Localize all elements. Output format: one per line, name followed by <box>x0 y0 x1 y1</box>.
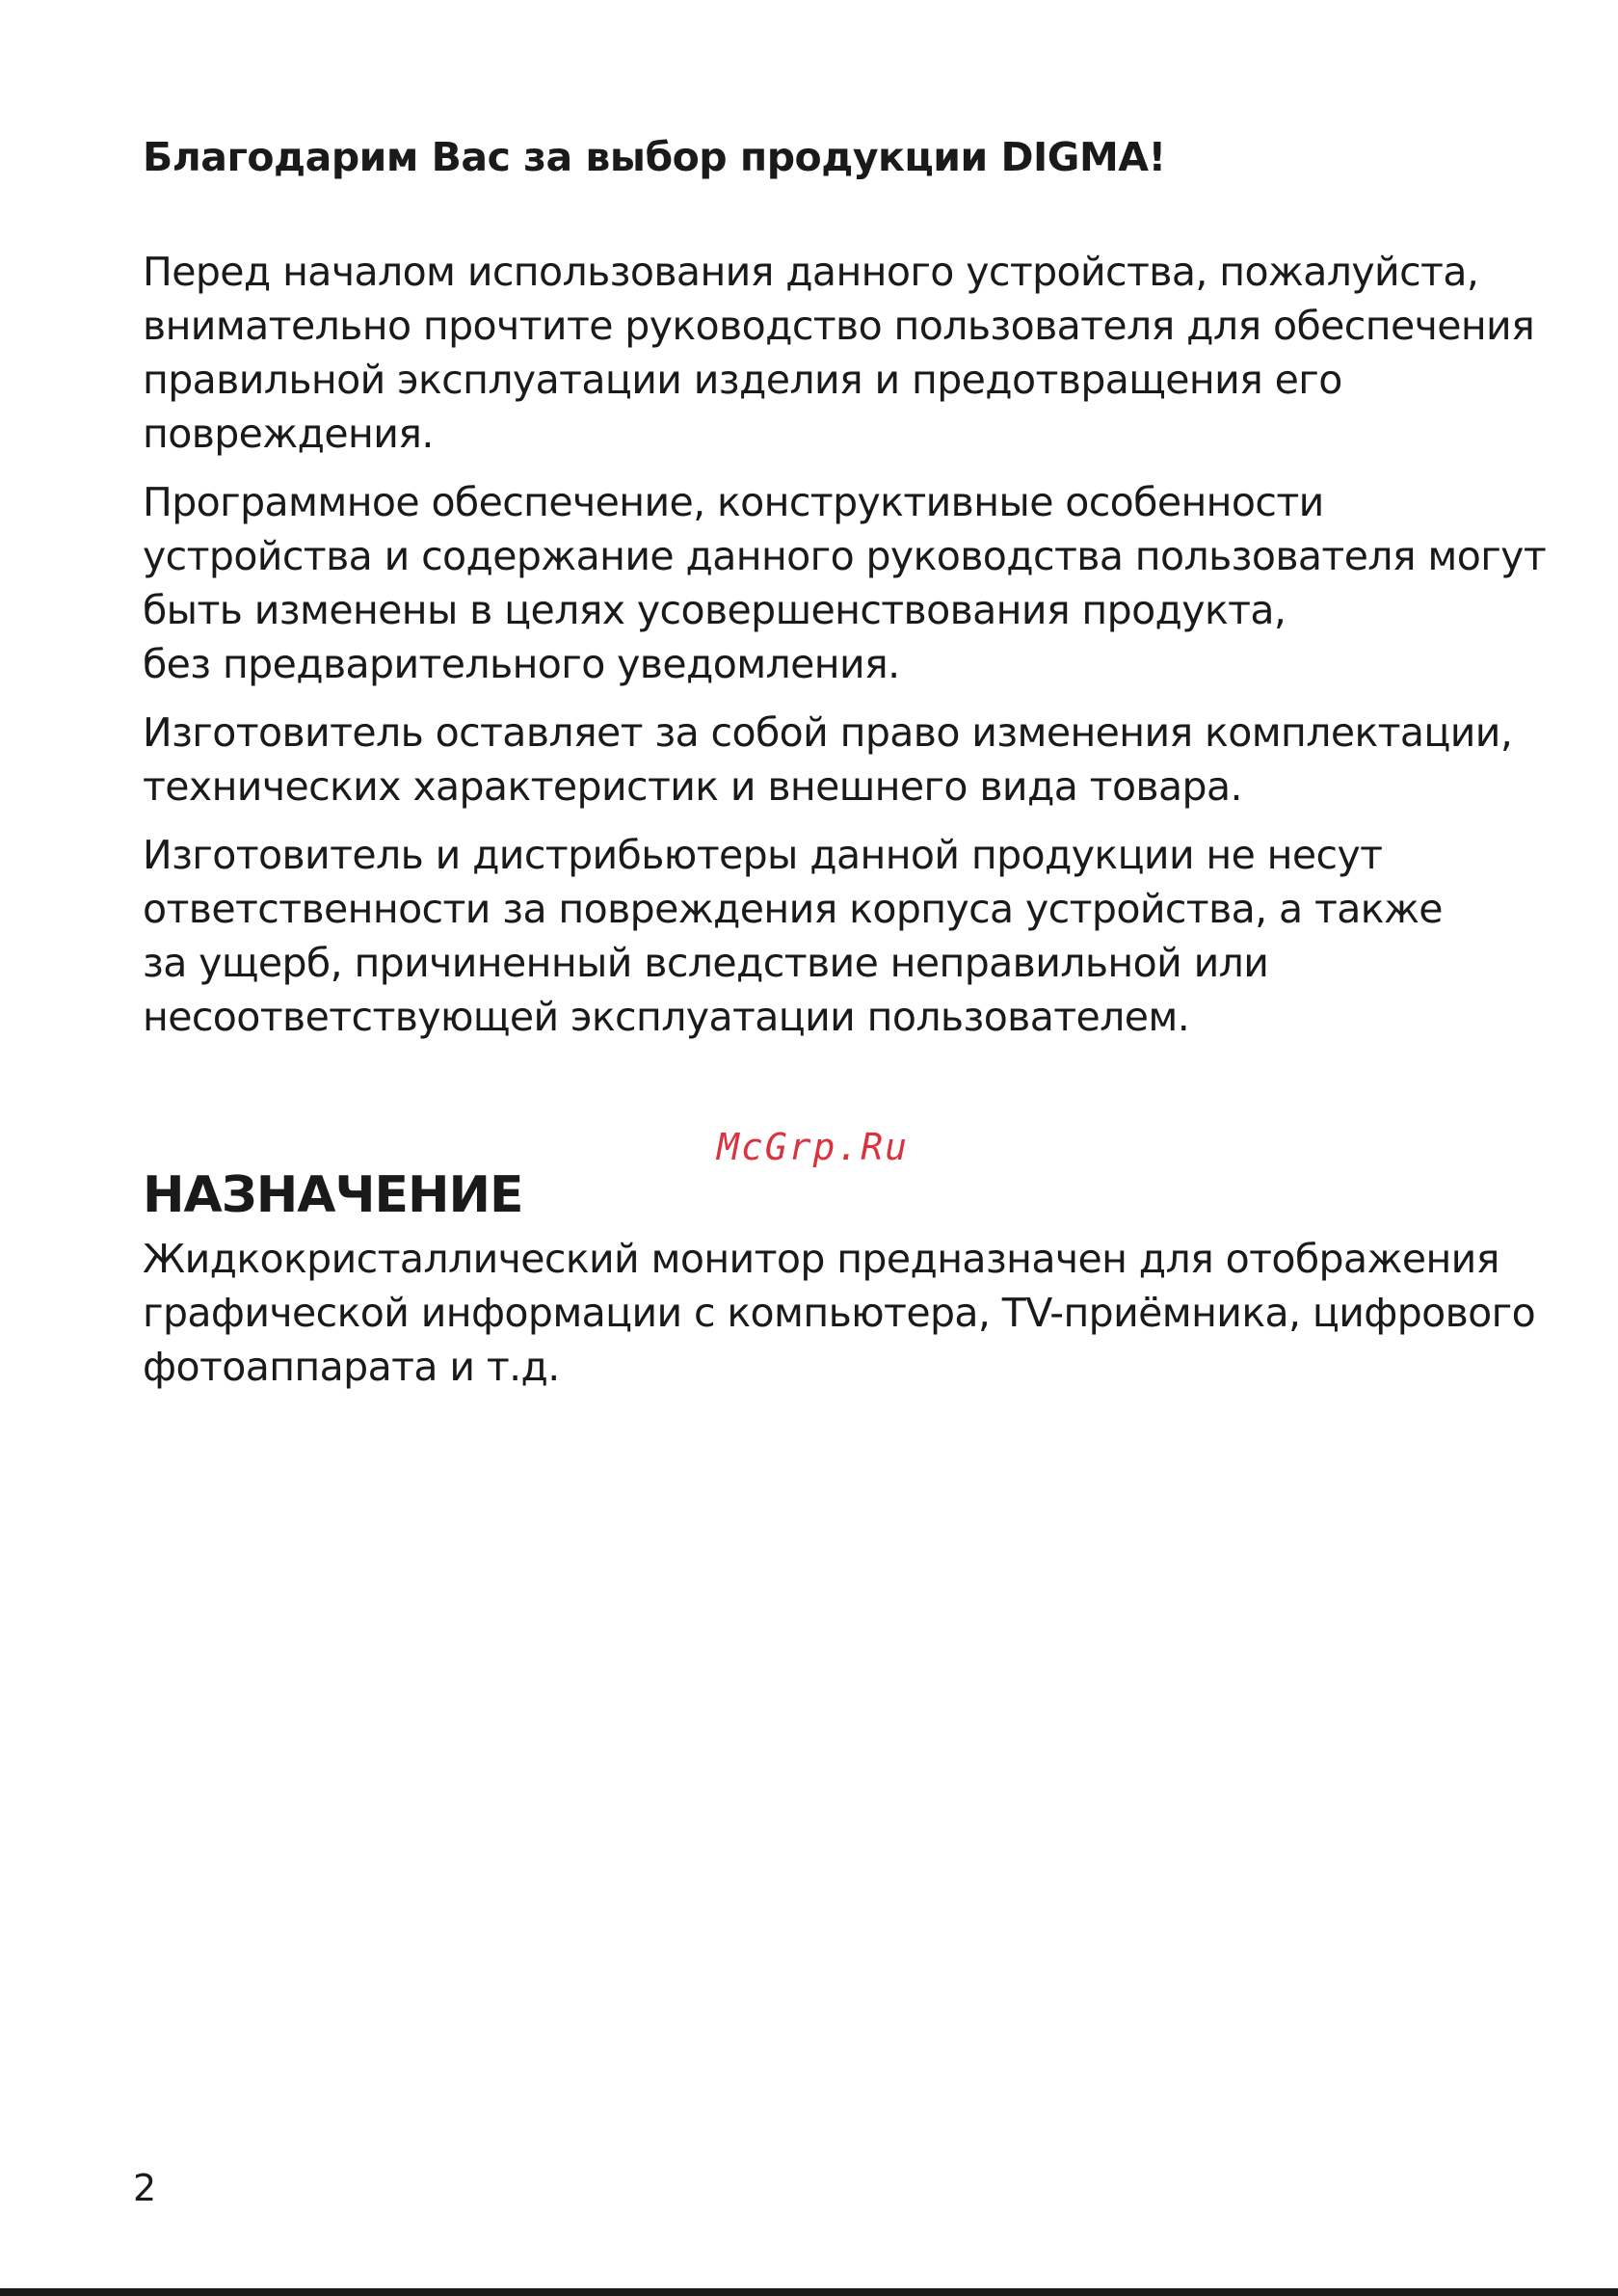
paragraph-line: быть изменены в целях усовершенствования продукта, <box>143 587 1286 633</box>
section-body <box>143 1232 1535 1394</box>
paragraph-liability <box>143 828 1511 1044</box>
intro-content <box>143 133 1547 1058</box>
paragraph-line: устройства и содержание данного руководства пользователя могут <box>143 533 1547 579</box>
paragraph-line: технических характеристик и внешнего вида товара. <box>143 763 1242 810</box>
paragraph-software <box>143 475 1547 691</box>
section-title: НАЗНАЧЕНИЕ <box>143 1166 523 1224</box>
thanks-heading: Благодарим Вас за выбор продукции DIGMA! <box>143 134 1166 180</box>
paragraph-line: внимательно прочтите руководство пользователя для обеспечения <box>143 303 1535 349</box>
paragraph-line: Программное обеспечение, конструктивные особенности <box>143 479 1324 525</box>
paragraph-line: Изготовитель и дистрибьютеры данной продукции не несут <box>143 832 1383 878</box>
paragraph-intro <box>143 245 1535 461</box>
paragraph-manufacturer-rights <box>143 706 1511 814</box>
page-number: 2 <box>133 2167 157 2209</box>
bottom-divider <box>0 2288 1618 2296</box>
paragraph-line: правильной эксплуатации изделия и предотвращения его <box>143 357 1342 403</box>
section-line: фотоаппарата и т.д. <box>143 1344 560 1390</box>
watermark: McGrp.Ru <box>717 1126 910 1168</box>
paragraph-line: Изготовитель оставляет за собой право изменения комплектации, <box>143 709 1513 756</box>
section-line: графической информации с компьютера, TV-приёмника, цифрового <box>143 1290 1536 1336</box>
paragraph-line: без предварительного уведомления. <box>143 641 900 687</box>
paragraph-line: за ущерб, причиненный вследствие неправильной или <box>143 940 1269 986</box>
paragraph-line: Перед началом использования данного устройства, пожалуйста, <box>143 249 1479 295</box>
paragraph-line: несоответствующей эксплуатации пользователем. <box>143 994 1190 1040</box>
paragraph-line: повреждения. <box>143 411 434 457</box>
paragraph-line: ответственности за повреждения корпуса устройства, а также <box>143 886 1443 932</box>
section-line: Жидкокристаллический монитор предназначен для отображения <box>143 1236 1499 1282</box>
